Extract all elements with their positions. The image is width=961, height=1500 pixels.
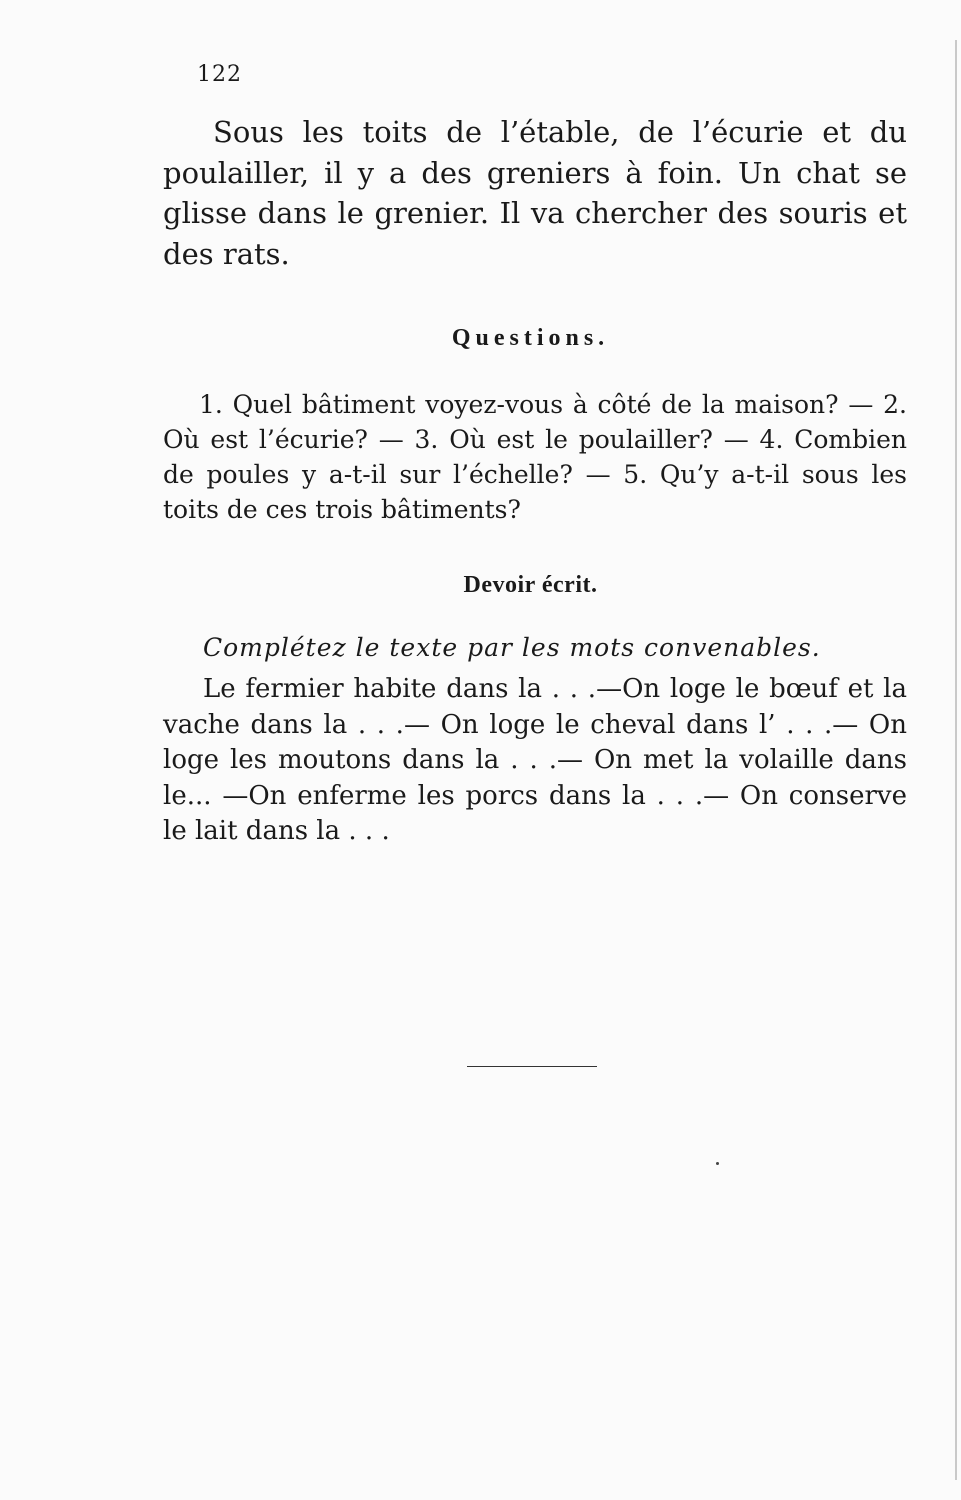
intro-paragraph: Sous les toits de l’étable, de l’écurie et du poulailler, il y a des greniers à foin. Un chat se glisse dans le grenier. Il va chercher des souris et des rats.	[163, 115, 907, 271]
devoir-exercise: Le fermier habite dans la . . .—On loge le bœuf et la vache dans la . . .— On loge le cheval dans l’ . . .— On loge les moutons dans la . . .— On met la volaille dans le... —On enferme les porcs dans la . . .— On conserve le lait dans la . . .	[163, 674, 907, 846]
page-number: 122	[197, 62, 242, 87]
questions-paragraph: 1. Quel bâtiment voyez-vous à côté de la maison? — 2. Où est l’écurie? — 3. Où est le poulailler? — 4. Combien de poules y a-t-il sur l’échelle? — 5. Qu’y a-t-il sous les toits de ces trois bâtiments?	[163, 390, 907, 524]
page-edge-shadow	[955, 40, 957, 1480]
questions-heading: Questions.	[451, 325, 610, 351]
devoir-heading: Devoir écrit.	[463, 572, 598, 598]
section-separator-rule	[467, 1066, 597, 1067]
devoir-instruction: Complétez le texte par les mots convenables.	[203, 633, 821, 662]
stray-dot-mark	[716, 1162, 719, 1165]
